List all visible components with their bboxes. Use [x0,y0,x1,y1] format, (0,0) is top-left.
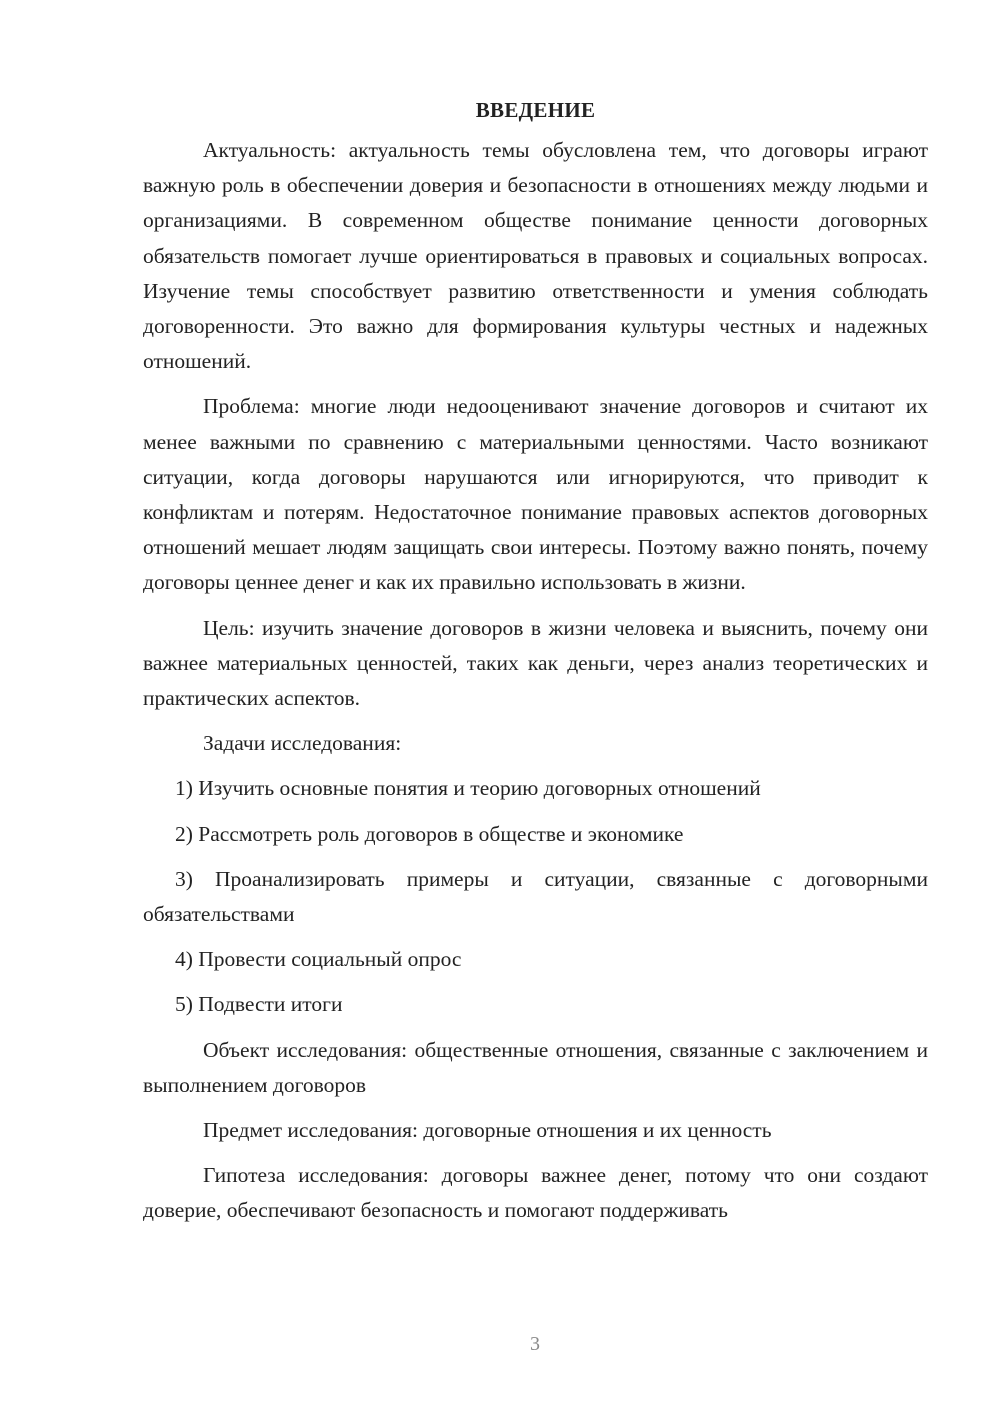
paragraph-problem: Проблема: многие люди недооценивают значение договоров и считают их менее важными по сравнению с материальными ценностями. Часто возникают ситуации, когда договоры нарушаются или игнорируются, что приводит к конфликтам и потерям. Недостаточное понимание правовых аспектов договорных отношений мешает людям защищать свои интересы. Поэтому важно понять, почему договоры ценнее денег и как их правильно использовать в жизни. [143,394,928,595]
paragraph-relevance: Актуальность: актуальность темы обусловлена тем, что договоры играют важную роль в обеспечении доверия и безопасности в отношениях между людьми и организациями. В современном обществе понимание ценности договорных обязательств помогает лучше ориентироваться в правовых и социальных вопросах. Изучение темы способствует развитию ответственности и умения соблюдать договоренности. Это важно для формирования культуры честных и надежных отношений. [143,138,928,374]
list-item: 5) Подвести итоги [175,992,343,1017]
page-number: 3 [530,1333,540,1355]
paragraph-subject: Предмет исследования: договорные отношения и их ценность [203,1118,772,1143]
list-item: 4) Провести социальный опрос [175,947,462,972]
section-title: ВВЕДЕНИЕ [475,98,596,122]
list-item: 3) Проанализировать примеры и ситуации, связанные с договорными обязательствами [143,866,928,927]
list-item: 1) Изучить основные понятия и теорию договорных отношений [175,776,761,801]
paragraph-goal: Цель: изучить значение договоров в жизни человека и выяснить, почему они важнее материальных ценностей, таких как деньги, через анализ теоретических и практических аспектов. [143,615,928,711]
paragraph-hypothesis: Гипотеза исследования: договоры важнее денег, потому что они создают доверие, обеспечивают безопасность и помогают поддерживать [143,1163,928,1223]
tasks-heading: Задачи исследования: [203,731,402,756]
paragraph-object: Объект исследования: общественные отношения, связанные с заключением и выполнением договоров [143,1037,928,1097]
document-page [143,92,928,1239]
list-item: 2) Рассмотреть роль договоров в обществе и экономике [175,821,684,846]
